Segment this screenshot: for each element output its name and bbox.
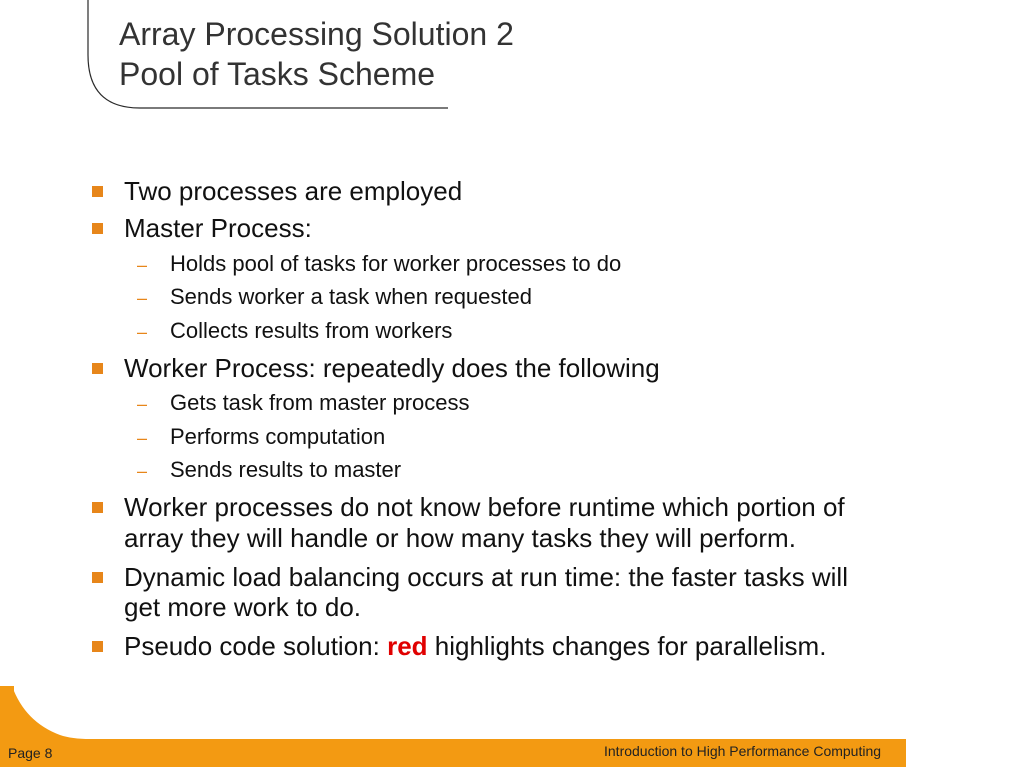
dash-bullet-icon: –	[137, 428, 148, 448]
red-highlight-word: red	[387, 631, 428, 661]
list-item: Two processes are employed	[124, 176, 463, 206]
list-item-text-pre: Pseudo code solution:	[124, 631, 388, 661]
sub-list-item: Performs computation	[170, 424, 386, 449]
title-line-1: Array Processing Solution 2	[119, 16, 514, 52]
dash-bullet-icon: –	[137, 394, 148, 414]
footer-course-title: Introduction to High Performance Computing	[604, 743, 882, 759]
dash-bullet-icon: –	[137, 255, 148, 275]
bullet-square-icon	[92, 572, 103, 583]
bullet-square-icon	[92, 186, 103, 197]
bullet-square-icon	[92, 223, 103, 234]
bullet-square-icon	[92, 363, 103, 374]
sub-list-item: Holds pool of tasks for worker processes to do	[170, 251, 622, 276]
title-line-2: Pool of Tasks Scheme	[119, 56, 436, 92]
dash-bullet-icon: –	[137, 322, 148, 342]
bullet-square-icon	[92, 502, 103, 513]
list-item-line-2: array they will handle or how many tasks they will perform.	[124, 523, 796, 553]
dash-bullet-icon: –	[137, 288, 148, 308]
list-item: Worker Process: repeatedly does the following	[124, 353, 660, 383]
bullet-square-icon	[92, 641, 103, 652]
list-item-line-1: Dynamic load balancing occurs at run time: the faster tasks will	[124, 562, 848, 592]
list-item-line-1: Worker processes do not know before runtime which portion of	[124, 492, 845, 522]
sub-list-item: Gets task from master process	[170, 390, 470, 415]
list-item-text-post: highlights changes for parallelism.	[427, 631, 827, 661]
slide-title	[119, 14, 514, 94]
sub-list-item: Sends worker a task when requested	[170, 284, 532, 309]
list-item: Master Process:	[124, 213, 312, 243]
dash-bullet-icon: –	[137, 461, 148, 481]
sub-list-item: Collects results from workers	[170, 318, 453, 343]
sub-list-item: Sends results to master	[170, 457, 402, 482]
list-item-line-2: get more work to do.	[124, 592, 361, 622]
list-item	[124, 629, 826, 663]
page-number: Page 8	[8, 745, 53, 761]
